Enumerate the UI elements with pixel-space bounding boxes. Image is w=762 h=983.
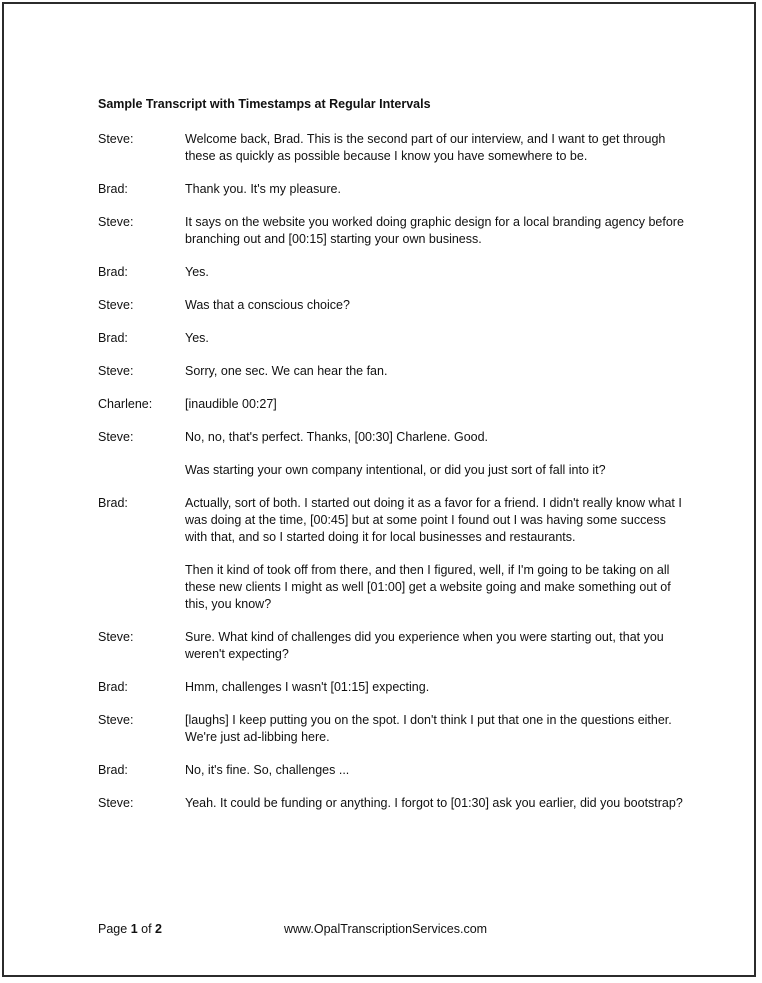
entry-text: Then it kind of took off from there, and then I figured, well, if I'm going to be taking on all these new clients I might as well [01:00] get a website going and make something out of this, you know?: [185, 563, 671, 611]
entry-text: It says on the website you worked doing graphic design for a local branding agency before branching out and [00:15] starting your own business.: [185, 215, 684, 246]
transcript-entry: [98, 429, 698, 446]
speaker-label: Brad:: [98, 680, 128, 694]
transcript-entry: [98, 264, 698, 281]
entry-text: [laughs] I keep putting you on the spot. I don't think I put that one in the questions either. We're just ad-libbing here.: [185, 713, 672, 744]
transcript-entry: [98, 131, 698, 165]
entry-text: Sorry, one sec. We can hear the fan.: [185, 364, 388, 378]
speaker-label: Steve:: [98, 630, 134, 644]
entry-text: Was starting your own company intentional, or did you just sort of fall into it?: [185, 463, 606, 477]
speaker-label: Brad:: [98, 265, 128, 279]
document-title: Sample Transcript with Timestamps at Regular Intervals: [98, 97, 431, 111]
total-pages-number: 2: [155, 922, 162, 936]
document-page: [2, 2, 756, 977]
speaker-label: Steve:: [98, 713, 134, 727]
transcript-entry: [98, 330, 698, 347]
speaker-label: Brad:: [98, 182, 128, 196]
transcript-entry: [98, 679, 698, 696]
transcript-entry: [98, 396, 698, 413]
transcript: [98, 131, 698, 828]
current-page-number: 1: [130, 922, 138, 936]
transcript-entry: [98, 297, 698, 314]
transcript-entry: [98, 712, 698, 746]
entry-text: Actually, sort of both. I started out doing it as a favor for a friend. I didn't really know what I was doing at the time, [00:45] but at some point I found out I was having some success with that, and so I started doing it for local businesses and restaurants.: [185, 496, 682, 544]
speaker-label: Steve:: [98, 298, 134, 312]
entry-text: Yes.: [185, 331, 209, 345]
speaker-label: Charlene:: [98, 397, 153, 411]
speaker-label: Brad:: [98, 763, 128, 777]
speaker-label: Steve:: [98, 364, 134, 378]
transcript-entry: [98, 629, 698, 663]
of-word: of: [141, 922, 152, 936]
transcript-entry: [98, 495, 698, 546]
speaker-label: Steve:: [98, 215, 134, 229]
page-word: Page: [98, 922, 128, 936]
speaker-label: Brad:: [98, 331, 128, 345]
transcript-entry: [98, 363, 698, 380]
entry-text: Welcome back, Brad. This is the second part of our interview, and I want to get through these as quickly as possible because I know you have somewhere to be.: [185, 132, 666, 163]
entry-text: Hmm, challenges I wasn't [01:15] expecting.: [185, 680, 430, 694]
entry-text: Sure. What kind of challenges did you experience when you were starting out, that you weren't expecting?: [185, 630, 664, 661]
transcript-entry: [98, 562, 698, 613]
speaker-label: Steve:: [98, 430, 134, 444]
entry-text: Thank you. It's my pleasure.: [185, 182, 341, 196]
page-number: [98, 922, 162, 936]
speaker-label: Steve:: [98, 796, 134, 810]
entry-text: Yeah. It could be funding or anything. I forgot to [01:30] ask you earlier, did you bootstrap?: [185, 796, 683, 810]
entry-text: No, it's fine. So, challenges ...: [185, 763, 350, 777]
footer-url: www.OpalTranscriptionServices.com: [284, 922, 488, 936]
entry-text: Yes.: [185, 265, 209, 279]
transcript-entry: [98, 462, 698, 479]
speaker-label: Brad:: [98, 496, 128, 510]
transcript-entry: [98, 214, 698, 248]
transcript-entry: [98, 762, 698, 779]
transcript-entry: [98, 795, 698, 812]
entry-text: Was that a conscious choice?: [185, 298, 350, 312]
entry-text: No, no, that's perfect. Thanks, [00:30] Charlene. Good.: [185, 430, 489, 444]
entry-text: [inaudible 00:27]: [185, 397, 277, 411]
speaker-label: Steve:: [98, 132, 134, 146]
transcript-entry: [98, 181, 698, 198]
